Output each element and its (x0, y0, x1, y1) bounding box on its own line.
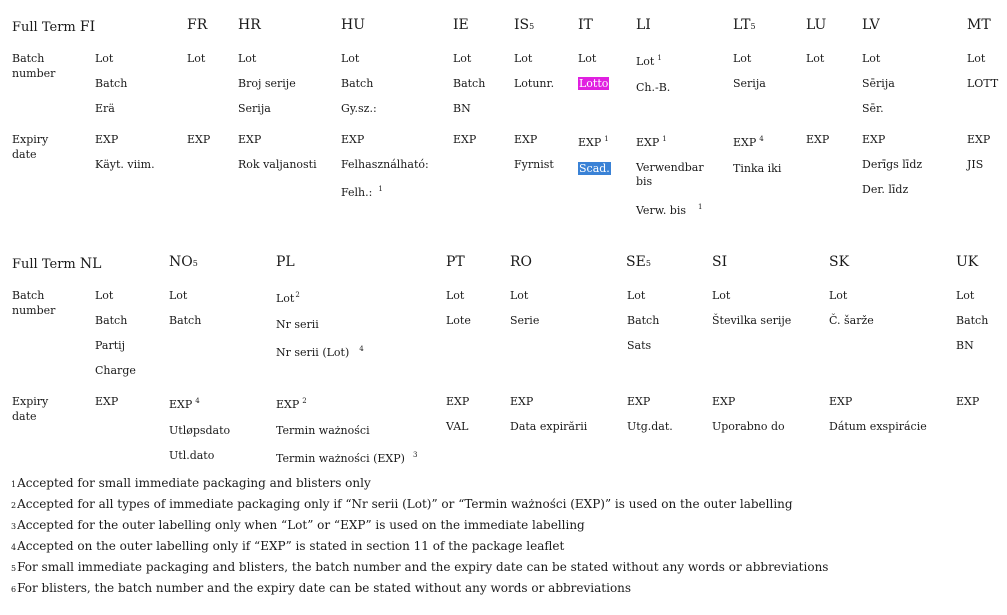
col-head-SK: SK (829, 254, 850, 270)
cell-SK-expiry-1: Dátum exspirácie (829, 420, 927, 433)
footnote-4: 4Accepted on the outer labelling only if “EXP” is stated in section 11 of the package leaflet (11, 539, 565, 553)
footnote-ref: 4 (359, 345, 364, 354)
footnote-2: 2Accepted for all types of immediate packaging only if “Nr serii (Lot)” or “Termin ważności (EXP)” is used on the outer labelling (11, 497, 793, 511)
cell-LV-batch-0: Lot (862, 52, 881, 65)
cell-IE-batch-2: BN (453, 102, 471, 115)
cell-HU-batch-1: Batch (341, 77, 374, 90)
cell-HU-expiry-1: Felhasználható: (341, 158, 429, 171)
cell-HR-batch-2: Serija (238, 102, 271, 115)
footnote-ref: 1 (604, 135, 609, 144)
cell-FR-expiry-0: EXP (187, 133, 211, 146)
row-label-expiry-date: Expiry date (12, 133, 49, 161)
cell-RO-expiry-0: EXP (510, 395, 534, 408)
cell-LI-batch-1: Ch.-B. (636, 81, 671, 94)
cell-PT-expiry-1: VAL (446, 420, 469, 433)
cell-FI-batch-0: Lot (95, 52, 114, 65)
col-head-FR: FR (187, 17, 208, 33)
cell-LT-batch-0: Lot (733, 52, 752, 65)
row-label-expiry-date-2: Expiry date (12, 395, 49, 423)
cell-NL-batch-0: Lot (95, 289, 114, 302)
cell-LV-expiry-1: Derīgs līdz (862, 158, 923, 171)
cell-NO-expiry-1: Utløpsdato (169, 424, 231, 437)
cell-FI-expiry-1: Käyt. viim. (95, 158, 155, 171)
cell-SE-batch-0: Lot (627, 289, 646, 302)
cell-LV-batch-1: Sērija (862, 77, 895, 90)
cell-UK-batch-2: BN (956, 339, 974, 352)
cell-LT-batch-1: Serija (733, 77, 766, 90)
cell-IE-expiry-0: EXP (453, 133, 477, 146)
cell-RO-batch-1: Serie (510, 314, 540, 327)
cell-MT-expiry-1: JIS (967, 158, 984, 171)
col-head-FI: FI (79, 19, 96, 35)
cell-UK-batch-0: Lot (956, 289, 975, 302)
cell-NL-batch-1: Batch (95, 314, 128, 327)
cell-SI-batch-1: Številka serije (712, 314, 792, 327)
cell-NL-expiry-0: EXP (95, 395, 119, 408)
cell-PL-batch-1: Nr serii (276, 318, 319, 331)
col-head-HR: HR (238, 17, 261, 33)
cell-FI-batch-2: Erä (95, 102, 115, 115)
cell-IT-batch-1[interactable] (578, 77, 609, 90)
footnote-ref: 1 (662, 135, 667, 144)
cell-LI-expiry-0: EXP $^1$ (636, 135, 667, 149)
cell-FR-batch-0: Lot (187, 52, 206, 65)
cell-PL-batch-0: Lot$^2$ (276, 291, 300, 305)
cell-PT-batch-1: Lote (446, 314, 471, 327)
cell-IS-expiry-1: Fyrnist (514, 158, 554, 171)
cell-MT-expiry-0: EXP (967, 133, 991, 146)
cell-HR-batch-1: Broj serije (238, 77, 296, 90)
cell-LI-expiry-1: Verwendbar bis (636, 161, 704, 188)
footnote-ref: 2 (302, 397, 307, 406)
footnote-5: 5For small immediate packaging and blisters, the batch number and the expiry date can be stated without any words or abbreviations (11, 560, 829, 574)
cell-NL-batch-3: Charge (95, 364, 136, 377)
cell-MT-batch-1: LOTT (967, 77, 999, 90)
col-head-IE: IE (453, 17, 469, 33)
cell-LT-expiry-0: EXP $^4$ (733, 135, 764, 149)
col-head-HU: HU (341, 17, 366, 33)
cell-IT-expiry-1[interactable] (578, 162, 611, 175)
col-head-IS: IS5 (514, 17, 535, 33)
cell-PL-expiry-1: Termin ważności (276, 424, 370, 437)
cell-LI-expiry-2: Verw. bis $^1$ (636, 203, 703, 217)
cell-RO-batch-0: Lot (510, 289, 529, 302)
cell-PT-expiry-0: EXP (446, 395, 470, 408)
cell-IE-batch-1: Batch (453, 77, 486, 90)
cell-PL-batch-2: Nr serii (Lot) $^4$ (276, 345, 364, 359)
cell-SE-expiry-0: EXP (627, 395, 651, 408)
cell-FI-expiry-0: EXP (95, 133, 119, 146)
highlight-scad[interactable]: Scad. (579, 162, 610, 175)
cell-HR-expiry-0: EXP (238, 133, 262, 146)
cell-NO-expiry-2: Utl.dato (169, 449, 215, 462)
cell-IT-batch-0: Lot (578, 52, 597, 65)
table1-title: Full Term FI (12, 19, 96, 35)
footnote-1: 1Accepted for small immediate packaging and blisters only (11, 476, 371, 490)
cell-LU-expiry-0: EXP (806, 133, 830, 146)
cell-SK-expiry-0: EXP (829, 395, 853, 408)
col-head-PL: PL (276, 254, 295, 270)
col-head-PT: PT (446, 254, 465, 270)
footnote-3: 3Accepted for the outer labelling only when “Lot” or “EXP” is used on the immediate labelling (11, 518, 585, 532)
cell-SI-expiry-1: Uporabno do (712, 420, 785, 433)
col-head-SI: SI (712, 254, 728, 270)
col-head-NL: NL (79, 256, 102, 272)
footnote-ref: 4 (759, 135, 764, 144)
cell-HU-expiry-0: EXP (341, 133, 365, 146)
cell-LV-expiry-2: Der. līdz (862, 183, 909, 196)
cell-HU-expiry-2: Felh.: $^1$ (341, 185, 383, 199)
cell-SE-batch-1: Batch (627, 314, 660, 327)
col-head-IT: IT (578, 17, 593, 33)
cell-UK-expiry-0: EXP (956, 395, 980, 408)
col-head-RO: RO (510, 254, 533, 270)
col-head-UK: UK (956, 254, 979, 270)
cell-NO-batch-1: Batch (169, 314, 202, 327)
cell-HU-batch-0: Lot (341, 52, 360, 65)
cell-SI-expiry-0: EXP (712, 395, 736, 408)
row-label-batch-number-2: Batch number (12, 289, 56, 317)
col-head-SE: SE5 (626, 254, 651, 270)
cell-SI-batch-0: Lot (712, 289, 731, 302)
cell-PT-batch-0: Lot (446, 289, 465, 302)
cell-MT-batch-0: Lot (967, 52, 986, 65)
cell-HU-batch-2: Gy.sz.: (341, 102, 377, 115)
cell-SE-batch-2: Sats (627, 339, 652, 352)
footnote-ref: 4 (195, 397, 200, 406)
cell-PL-expiry-0: EXP $^2$ (276, 397, 307, 411)
cell-IS-batch-0: Lot (514, 52, 533, 65)
cell-IT-expiry-0: EXP $^1$ (578, 135, 609, 149)
footnote-ref: 1 (378, 185, 383, 194)
cell-NL-batch-2: Partij (95, 339, 126, 352)
cell-LV-expiry-0: EXP (862, 133, 886, 146)
highlight-lotto[interactable]: Lotto (579, 77, 609, 90)
cell-PL-expiry-2: Termin ważności (EXP) $^3$ (276, 451, 418, 465)
cell-NO-batch-0: Lot (169, 289, 188, 302)
footnote-ref: 3 (412, 451, 418, 460)
cell-SK-batch-1: Č. šarže (829, 314, 874, 327)
footnote-6: 6For blisters, the batch number and the expiry date can be stated without any words or abbreviations (11, 581, 632, 595)
cell-NO-expiry-0: EXP $^4$ (169, 397, 200, 411)
col-head-NO: NO5 (169, 254, 198, 270)
row-label-batch-number: Batch number (12, 52, 56, 80)
table2-title: Full Term NL (12, 256, 102, 272)
cell-LV-batch-2: Sēr. (862, 102, 884, 115)
cell-HR-batch-0: Lot (238, 52, 257, 65)
footnote-ref: 2 (295, 291, 300, 300)
cell-SE-expiry-1: Utg.dat. (627, 420, 673, 433)
cell-IE-batch-0: Lot (453, 52, 472, 65)
cell-FI-batch-1: Batch (95, 77, 128, 90)
col-head-LI: LI (636, 17, 651, 33)
cell-UK-batch-1: Batch (956, 314, 989, 327)
cell-IS-expiry-0: EXP (514, 133, 538, 146)
cell-LT-expiry-1: Tinka iki (733, 162, 782, 175)
footnote-ref: 1 (657, 54, 662, 63)
cell-SK-batch-0: Lot (829, 289, 848, 302)
cell-LI-batch-0: Lot $^1$ (636, 54, 662, 68)
col-head-LT: LT5 (733, 17, 756, 33)
cell-RO-expiry-1: Data expirării (510, 420, 588, 433)
cell-HR-expiry-1: Rok valjanosti (238, 158, 317, 171)
col-head-LV: LV (862, 17, 880, 33)
col-head-LU: LU (806, 17, 827, 33)
cell-IS-batch-1: Lotunr. (514, 77, 555, 90)
cell-LU-batch-0: Lot (806, 52, 825, 65)
col-head-MT: MT (967, 17, 991, 33)
footnote-ref: 1 (698, 203, 703, 212)
